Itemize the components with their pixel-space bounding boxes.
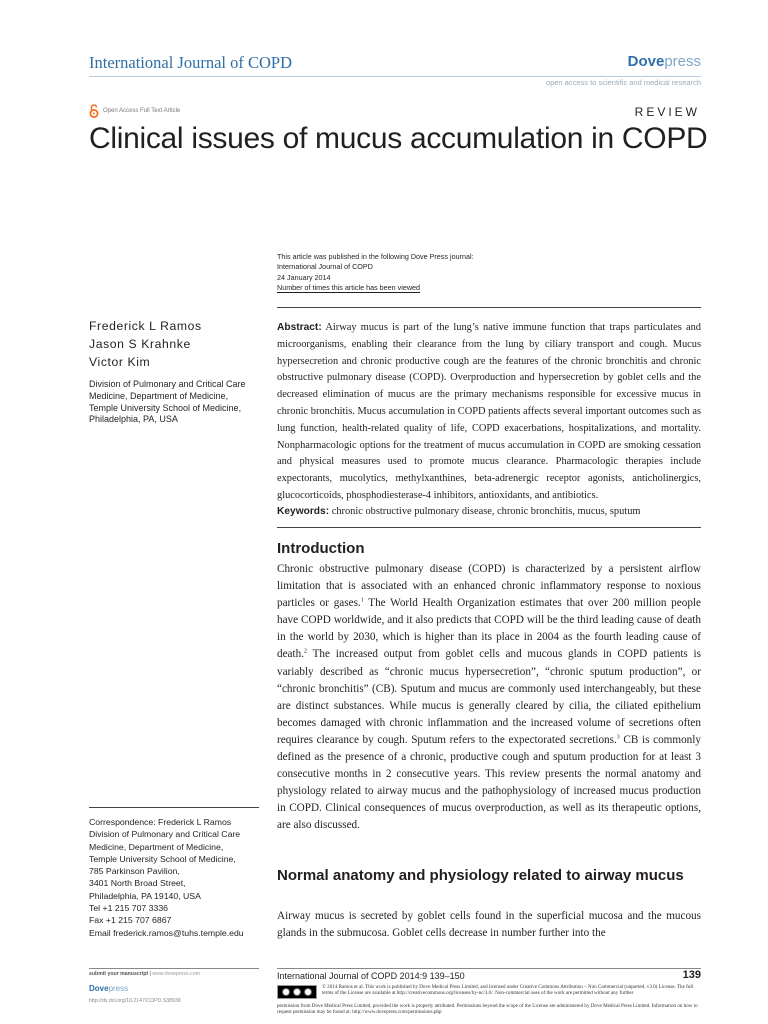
keywords-text: chronic obstructive pulmonary disease, chronic bronchitis, mucus, sputum bbox=[331, 506, 641, 517]
footer-logo-bold: Dove bbox=[89, 984, 109, 993]
correspondence-line: Temple University School of Medicine, bbox=[89, 853, 236, 864]
citation-ref[interactable]: 3 bbox=[616, 734, 620, 741]
author-list bbox=[89, 318, 202, 371]
submit-url: www.dovepress.com bbox=[152, 971, 200, 977]
intro-text-4: CB is commonly defined as the presence of a chronic, productive cough and sputum production for at least 3 consecutive months in 2 consecutive years. This review presents the normal anatomy and physiology related to airway mucus and the pathophysiology of increased mucus production in COPD. Clinical consequences of mucus overproduction, as well as its therapeutic options, are also discussed. bbox=[277, 733, 701, 832]
header-divider bbox=[89, 76, 701, 77]
license-text-continued: permission from Dove Medical Press Limited, provided the work is properly attributed. Permissions beyond the scope of the License are administered by Dove Medical Press Limited. Information on how to request permission may be found at: http://www.dovepress.com/permissions.php bbox=[277, 1003, 698, 1016]
correspondence-line: Medicine, Department of Medicine, bbox=[89, 841, 224, 852]
article-type: REVIEW bbox=[634, 105, 700, 119]
article-title: Clinical issues of mucus accumulation in COPD bbox=[89, 122, 708, 155]
anatomy-body: Airway mucus is secreted by goblet cells found in the superficial mucosa and the mucous glands in the submucosa. Goblet cells decrease in number further into the bbox=[277, 910, 701, 940]
open-access-label: Open Access Full Text Article bbox=[103, 108, 181, 114]
pubinfo-journal: International Journal of COPD bbox=[277, 262, 373, 272]
abstract-top-divider bbox=[277, 307, 701, 308]
views-link[interactable]: Number of times this article has been viewed bbox=[277, 282, 421, 292]
introduction-body bbox=[277, 561, 701, 835]
license-text: © 2014 Ramos et al. This work is published by Dove Medical Press Limited, and licensed under Creative Commons Attribution – Non Commercial (unported, v3.0) License. The full terms of the License are available at http://creativecommons.org/licenses/by-nc/3.0/. Non-commercial uses of the work are permitted without any further bbox=[322, 984, 694, 997]
footer-logo-light: press bbox=[108, 984, 129, 993]
keywords bbox=[277, 505, 701, 519]
intro-text-1: Chronic obstructive pulmonary disease (COPD) is characterized by a persistent airflow limitation that is associated with an enhanced chronic inflammatory response to noxious particles or gases. bbox=[277, 563, 701, 610]
section-heading-anatomy: Normal anatomy and physiology related to airway mucus bbox=[277, 867, 684, 884]
section-heading-introduction: Introduction bbox=[277, 540, 365, 557]
citation-ref[interactable]: 1 bbox=[360, 597, 364, 604]
abstract-bottom-divider bbox=[277, 527, 701, 528]
correspondence-line: Division of Pulmonary and Critical Care bbox=[89, 829, 241, 840]
citation-ref[interactable]: 2 bbox=[304, 648, 308, 655]
publication-info bbox=[277, 252, 474, 293]
cc-icon bbox=[282, 988, 290, 996]
journal-name: International Journal of COPD bbox=[89, 53, 293, 72]
footer-publisher-logo[interactable] bbox=[89, 984, 128, 993]
abstract-text: Airway mucus is part of the lung’s native immune function that traps particulates and microorganisms, enabling their clearance from the lung by ciliary transport and cough. Mucus hypersecretion and chronic productive cough are the features of the chronic bronchitis and chronic obstructive pulmonary disease (COPD). Overproduction and hypersecretion by goblet cells and the decreased elimination of mucus are the primary mechanisms responsible for excessive mucus in chronic bronchitis. Mucus accumulation in COPD patients affects several important outcomes such as lung function, health-related quality of life, COPD exacerbations, hospitalizations, and mortality. Nonpharmacologic options for the treatment of mucus accumulation in COPD are smoking cessation and physical measures used to promote mucus clearance. Pharmacologic therapies include expectorants, mucolytics, methylxanthines, beta-adrenergic receptor agonists, anticholinergics, glucocorticoids, phosphodiesterase-4 inhibitors, antioxidants, and antibiotics. bbox=[277, 322, 701, 501]
publisher-tagline: open access to scientific and medical research bbox=[545, 78, 701, 87]
open-access-icon bbox=[89, 104, 99, 118]
author-name: Jason S Krahnke bbox=[89, 336, 191, 351]
doi-link[interactable]: http://dx.doi.org/10.2147/COPD.S38938 bbox=[89, 998, 181, 1004]
creative-commons-icon[interactable] bbox=[277, 985, 317, 999]
author-name: Victor Kim bbox=[89, 354, 151, 369]
correspondence-line: 3401 North Broad Street, bbox=[89, 878, 186, 889]
footer-divider-left bbox=[89, 968, 259, 969]
correspondence-line: Correspondence: Frederick L Ramos bbox=[89, 817, 232, 827]
keywords-label: Keywords: bbox=[277, 506, 330, 517]
open-access-badge bbox=[89, 104, 180, 118]
pubinfo-date: 24 January 2014 bbox=[277, 272, 331, 282]
submit-manuscript-link[interactable]: submit your manuscript | www.dovepress.com bbox=[89, 971, 200, 977]
author-name: Frederick L Ramos bbox=[89, 319, 202, 333]
correspondence-line: Philadelphia, PA 19140, USA bbox=[89, 890, 201, 901]
correspondence-line: Fax +1 215 707 6867 bbox=[89, 915, 172, 926]
intro-text-2: The World Health Organization estimates that over 200 million people have COPD worldwide, and it also predicts that COPD will be the third leading cause of death in the world by 2030, which is higher than its place in 2004 as the fourth leading cause of death. bbox=[277, 597, 701, 661]
publisher-logo[interactable] bbox=[628, 53, 701, 70]
nc-icon bbox=[304, 988, 312, 996]
submit-label: submit your manuscript bbox=[89, 971, 149, 977]
page-number: 139 bbox=[682, 969, 701, 981]
correspondence-email[interactable]: Email frederick.ramos@tuhs.temple.edu bbox=[89, 927, 244, 938]
by-icon bbox=[293, 988, 301, 996]
publisher-logo-light: press bbox=[664, 53, 701, 70]
correspondence-line: 785 Parkinson Pavilion, bbox=[89, 866, 180, 877]
pubinfo-line-1: This article was published in the following Dove Press journal: bbox=[277, 252, 474, 261]
correspondence-line: Tel +1 215 707 3336 bbox=[89, 903, 168, 914]
footer-citation: International Journal of COPD 2014:9 139–150 bbox=[277, 971, 465, 981]
abstract-label: Abstract: bbox=[277, 322, 322, 333]
correspondence-block bbox=[89, 816, 264, 939]
author-affiliation: Division of Pulmonary and Critical Care Medicine, Department of Medicine, Temple University School of Medicine, Philadelphia, PA, USA bbox=[89, 379, 246, 425]
intro-text-3: The increased output from goblet cells and mucous glands in COPD patients is variably described as “chronic mucus hypersecretion”, “chronic sputum production”, or “chronic bronchitis” (CB). Sputum and mucus are commonly used interchangeably, but these are distinct substances. While mucus is generally cleared by cilia, the ciliated epithelium becomes damaged with chronic inflammation and the increased volume of secretions often requires clearance by cough. Sputum refers to the expectorated secretions. bbox=[277, 648, 701, 746]
publisher-logo-bold: Dove bbox=[627, 53, 665, 70]
correspondence-divider bbox=[89, 807, 259, 808]
footer-divider-right bbox=[277, 968, 701, 969]
abstract bbox=[277, 320, 701, 505]
